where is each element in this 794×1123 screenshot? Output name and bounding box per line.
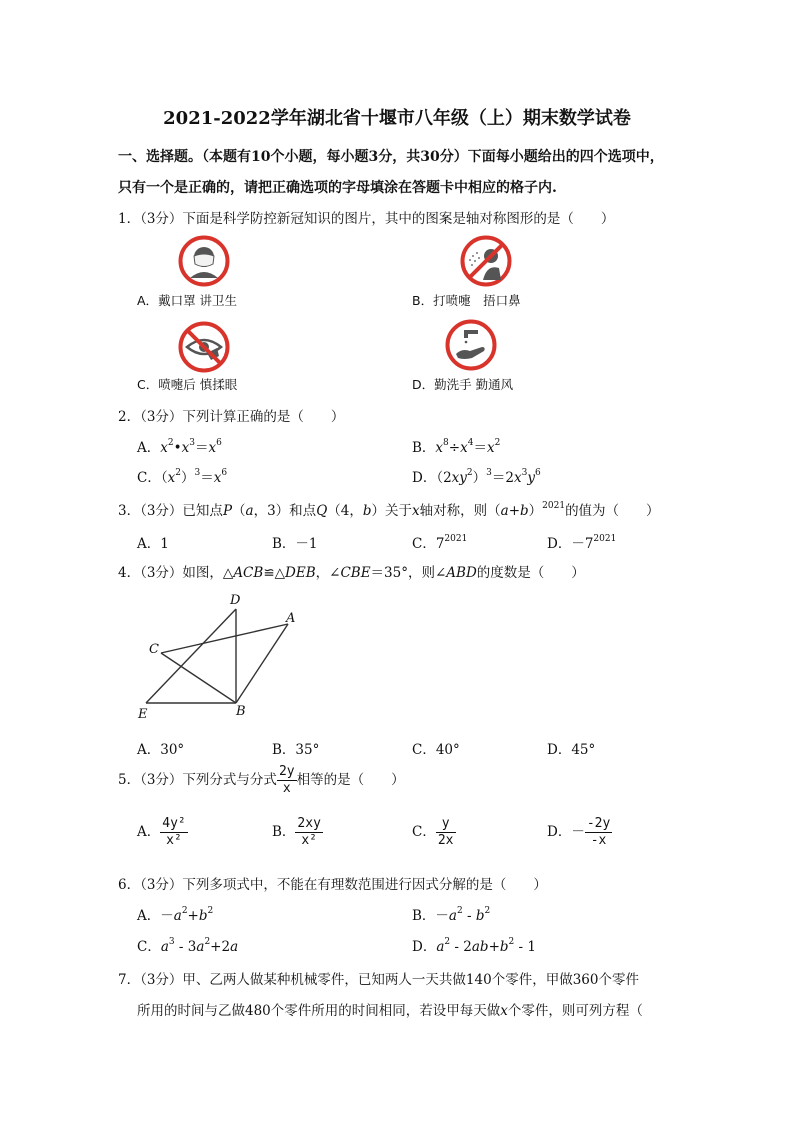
- q3-var-a: a: [245, 503, 254, 519]
- q6-option-c: C．$a^3 - 3a^2+2a$: [137, 937, 239, 955]
- page-title: 2021-2022学年湖北省十堰市八年级（上）期末数学试卷: [163, 108, 631, 129]
- q5-fraction: [277, 764, 297, 797]
- q2-stem: 2．（3分）下列计算正确的是（ ）: [118, 409, 345, 425]
- q4-option-b: B．35°: [272, 742, 320, 758]
- q4-stem-d: ＝35°，则∠: [370, 565, 447, 581]
- q2-option-c-letter: C．: [137, 470, 161, 486]
- q5-fraction-den: x: [282, 781, 291, 796]
- q3-option-d: [547, 532, 616, 552]
- q3-option-c-text: C．7: [412, 536, 445, 552]
- q5-option-d-den: -x: [590, 833, 607, 848]
- q1-option-d: [412, 375, 513, 393]
- q3-point-p: P: [222, 503, 233, 519]
- q6-option-a-letter: A．: [137, 908, 161, 924]
- q5-option-c: [412, 816, 456, 849]
- q4-angle-cbe: CBE: [340, 565, 371, 581]
- segment-ed: [146, 609, 236, 703]
- triangle-figure: [132, 590, 302, 725]
- q5-option-a: [137, 816, 188, 849]
- q6-option-d-letter: D．: [412, 939, 437, 955]
- q2-option-a-letter: A．: [137, 440, 161, 456]
- q1-option-c-letter: C．: [137, 377, 159, 392]
- segment-cb: [161, 653, 236, 703]
- q7-line2-a: 所用的时间与乙做480个零件所用的时间相同，若设甲每天做: [137, 1003, 501, 1019]
- q1-option-d-letter: D．: [412, 377, 435, 392]
- q5-option-c-num: y: [436, 816, 456, 833]
- q5-option-c-letter: C．: [412, 824, 436, 840]
- q5-option-a-frac: [160, 816, 187, 849]
- q1-option-b: [412, 291, 521, 309]
- q5-option-b-frac: [295, 816, 322, 849]
- q5-option-b-num: 2xy: [297, 816, 321, 831]
- label-b: B: [236, 704, 246, 719]
- q3-stem-g: ）: [528, 503, 543, 519]
- q6-option-b-letter: B．: [412, 908, 436, 924]
- q5-option-c-den: 2x: [437, 833, 454, 848]
- q3-stem-b: （: [232, 503, 246, 519]
- label-c: C: [149, 642, 159, 657]
- q4-angle-abd: ABD: [446, 565, 477, 581]
- segment-ca: [161, 624, 288, 653]
- q5-option-b: [272, 816, 323, 849]
- q5-option-c-frac: [436, 816, 456, 849]
- q4-option-c: C．40°: [412, 742, 460, 758]
- q5-option-b-den: x²: [301, 833, 317, 848]
- q4-stem: [118, 561, 585, 581]
- q5-option-a-den: x²: [166, 833, 182, 848]
- q5-fraction-num: 2y: [278, 764, 295, 779]
- q1-option-c: [137, 375, 237, 393]
- q3-point-q: Q: [316, 503, 328, 519]
- q4-stem-c: ，∠: [315, 565, 341, 581]
- q5-stem: [118, 764, 405, 797]
- q6-option-d: D．$a^2 - 2ab+b^2 - 1$: [412, 937, 536, 955]
- q1-option-d-caption: 勤洗手 勤通风: [434, 377, 514, 392]
- q4-tri-deb: DEB: [285, 565, 316, 581]
- q4-stem-e: 的度数是（ ）: [476, 565, 585, 581]
- q3-exponent: 2021: [542, 501, 566, 511]
- q3-option-d-text: D．－7: [547, 536, 594, 552]
- q5-stem-a: 5．（3分）下列分式与分式: [118, 772, 277, 788]
- q2-option-d-letter: D．: [412, 470, 437, 486]
- q3-stem-f: 轴对称，则（: [419, 503, 501, 519]
- q6-option-b: B．$-a^2 - b^2$: [412, 906, 491, 924]
- q1-option-a-caption: 戴口罩 讲卫生: [158, 293, 238, 308]
- sneeze-icon: [459, 234, 513, 292]
- hand-wash-icon: [444, 318, 498, 376]
- q4-option-a: A．30°: [137, 742, 185, 758]
- mask-person-icon: [177, 234, 231, 292]
- q2-option-b: B．$x^8\div x^4=x^2$: [412, 438, 501, 456]
- q3-stem-e: ）关于: [371, 503, 413, 519]
- q3-var-ab: a+b: [500, 503, 529, 519]
- q3-var-x: x: [412, 503, 420, 519]
- q4-stem-b: ≌△: [263, 565, 286, 581]
- q3-stem-c: ，3）和点: [253, 503, 317, 519]
- section-instructions-line2: 只有一个是正确的，请把正确选项的字母填涂在答题卡中相应的格子内.: [118, 180, 557, 196]
- q3-stem: [118, 499, 660, 519]
- q7-line2-b: 个零件，则可列方程（: [507, 1003, 643, 1019]
- eye-rub-icon: [177, 320, 231, 378]
- q6-stem: 6．（3分）下列多项式中，不能在有理数范围进行因式分解的是（ ）: [118, 877, 547, 893]
- segment-ab: [236, 624, 288, 703]
- q3-var-b: b: [362, 503, 372, 519]
- q1-option-b-letter: B．: [412, 293, 434, 308]
- q5-option-d-frac: [585, 816, 612, 849]
- q7-var-x: x: [500, 1003, 508, 1019]
- q3-option-c-exp: 2021: [444, 534, 468, 544]
- q3-option-a: A．1: [137, 536, 169, 552]
- q4-stem-a: 4．（3分）如图，△: [118, 565, 234, 581]
- q1-option-a-letter: A．: [137, 293, 159, 308]
- q2-option-d: D．$(2xy^2)^3=2x^3y^6$: [412, 468, 541, 486]
- q2-option-b-letter: B．: [412, 440, 436, 456]
- q5-option-b-letter: B．: [272, 824, 296, 840]
- q5-option-d: [547, 816, 612, 849]
- q1-stem: 1．（3分）下面是科学防控新冠知识的图片，其中的图案是轴对称图形的是（ ）: [118, 211, 615, 227]
- q5-stem-b: 相等的是（ ）: [296, 772, 405, 788]
- q5-option-d-num: -2y: [586, 816, 611, 831]
- label-a: A: [286, 611, 296, 626]
- q6-option-a: A．$-a^2+b^2$: [137, 906, 214, 924]
- q3-stem-d: （4，: [327, 503, 363, 519]
- q3-option-d-exp: 2021: [593, 534, 617, 544]
- q5-option-d-letter: D．－: [547, 824, 585, 840]
- q3-stem-h: 的值为（ ）: [565, 503, 660, 519]
- q3-option-b: B．－1: [272, 536, 318, 552]
- q4-option-d: D．45°: [547, 742, 596, 758]
- section-instructions-line1: 一、选择题。（本题有10个小题，每小题3分，共30分）下面每小题给出的四个选项中，: [118, 149, 664, 165]
- q5-option-a-num: 4y²: [162, 816, 186, 831]
- label-d: D: [230, 593, 241, 608]
- q7-line1: 7．（3分）甲、乙两人做某种机械零件，已知两人一天共做140个零件，甲做360个零件: [118, 972, 639, 988]
- q7-line2: [137, 999, 643, 1019]
- q1-option-c-caption: 喷嚏后 慎揉眼: [158, 377, 238, 392]
- q5-option-a-letter: A．: [137, 824, 161, 840]
- q3-option-c: [412, 532, 467, 552]
- q4-tri-acb: ACB: [233, 565, 264, 581]
- q6-option-c-letter: C．: [137, 939, 161, 955]
- label-e: E: [138, 707, 148, 722]
- q2-option-c: C．$(x^2)^3=x^6$: [137, 468, 228, 486]
- q2-option-a: A．$x^2•x^3=x^6$: [137, 438, 222, 456]
- q3-stem-a: 3．（3分）已知点: [118, 503, 223, 519]
- q1-option-b-caption: 打喷嚏 捂口鼻: [433, 293, 521, 308]
- q1-option-a: [137, 291, 237, 309]
